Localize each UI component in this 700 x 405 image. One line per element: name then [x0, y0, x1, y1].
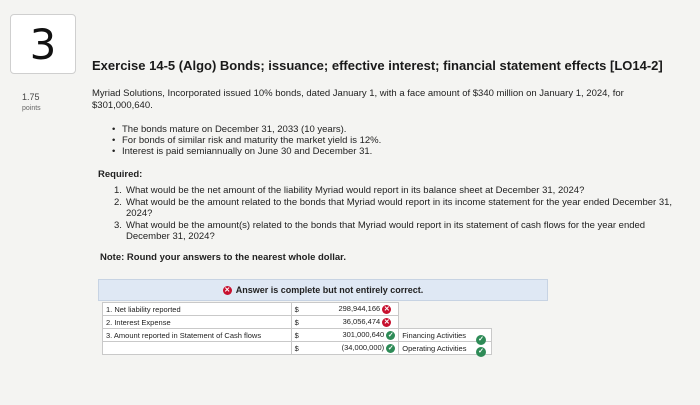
dollar-sign: $ [291, 329, 306, 342]
answer-input-net-liability[interactable]: 298,944,166 ✕ [307, 303, 399, 316]
facts-list [112, 124, 381, 157]
correct-check-icon: ✓ [387, 332, 394, 339]
activity-select-operating[interactable]: Operating Activities [399, 342, 492, 355]
dollar-sign: $ [291, 316, 306, 329]
answer-status-banner [98, 279, 548, 301]
rounding-note: Note: Round your answers to the nearest whole dollar. [100, 252, 346, 263]
correct-check-icon: ✓ [476, 335, 486, 345]
answer-input-interest-expense[interactable]: 36,056,474 ✕ [307, 316, 399, 329]
required-question-1: 1. What would be the net amount of the liability Myriad would report in its balance sheet at December 31, 2024? [114, 185, 585, 196]
points-info [22, 92, 41, 114]
activity-cell [399, 303, 492, 316]
problem-intro: Myriad Solutions, Incorporated issued 10% bonds, dated January 1, with a face amount of $340 million on January 1, 2024, for $301,000,640. [92, 88, 624, 111]
table-row [103, 316, 492, 329]
dollar-sign: $ [291, 303, 306, 316]
points-value: 1.75 [22, 92, 40, 102]
required-question-2: 2. What would be the amount related to the bonds that Myriad would report in its income statement for the year ended December 31, 2024? [114, 197, 673, 219]
table-row [103, 342, 492, 355]
exercise-title: Exercise 14-5 (Algo) Bonds; issuance; effective interest; financial statement effects [LO14-2] [92, 58, 663, 73]
fact-item: • The bonds mature on December 31, 2033 (10 years). [112, 124, 381, 135]
correct-check-icon: ✓ [476, 347, 486, 357]
correct-check-icon: ✓ [387, 345, 394, 352]
table-row [103, 329, 492, 342]
answer-label [103, 342, 292, 355]
answer-label: 3. Amount reported in Statement of Cash flows [103, 329, 292, 342]
table-row [103, 303, 492, 316]
answer-status-text: Answer is complete but not entirely correct. [235, 285, 424, 295]
dollar-sign: $ [291, 342, 306, 355]
question-number-box [10, 14, 76, 74]
points-label: points [22, 105, 41, 112]
answer-input-operating-amount[interactable]: (34,000,000) ✓ [307, 342, 399, 355]
answer-label: 2. Interest Expense [103, 316, 292, 329]
required-questions [114, 185, 684, 243]
incorrect-x-icon: ✕ [383, 306, 390, 313]
activity-select-financing[interactable]: Financing Activities [399, 329, 492, 342]
question-number: 3 [29, 19, 57, 69]
fact-item: • For bonds of similar risk and maturity the market yield is 12%. [112, 135, 381, 146]
required-question-3: 3. What would be the amount(s) related to the bonds that Myriad would report in its statement of cash flows for the year ended December 31, 2024? [114, 220, 646, 242]
required-heading: Required: [98, 169, 143, 180]
answer-table [102, 302, 492, 355]
answer-input-financing-amount[interactable]: 301,000,640 ✓ [307, 329, 399, 342]
answer-label: 1. Net liability reported [103, 303, 292, 316]
incorrect-x-icon: ✕ [383, 319, 390, 326]
fact-item: • Interest is paid semiannually on June 30 and December 31. [112, 146, 381, 157]
incorrect-x-icon: ✕ [224, 286, 231, 294]
activity-cell [399, 316, 492, 329]
